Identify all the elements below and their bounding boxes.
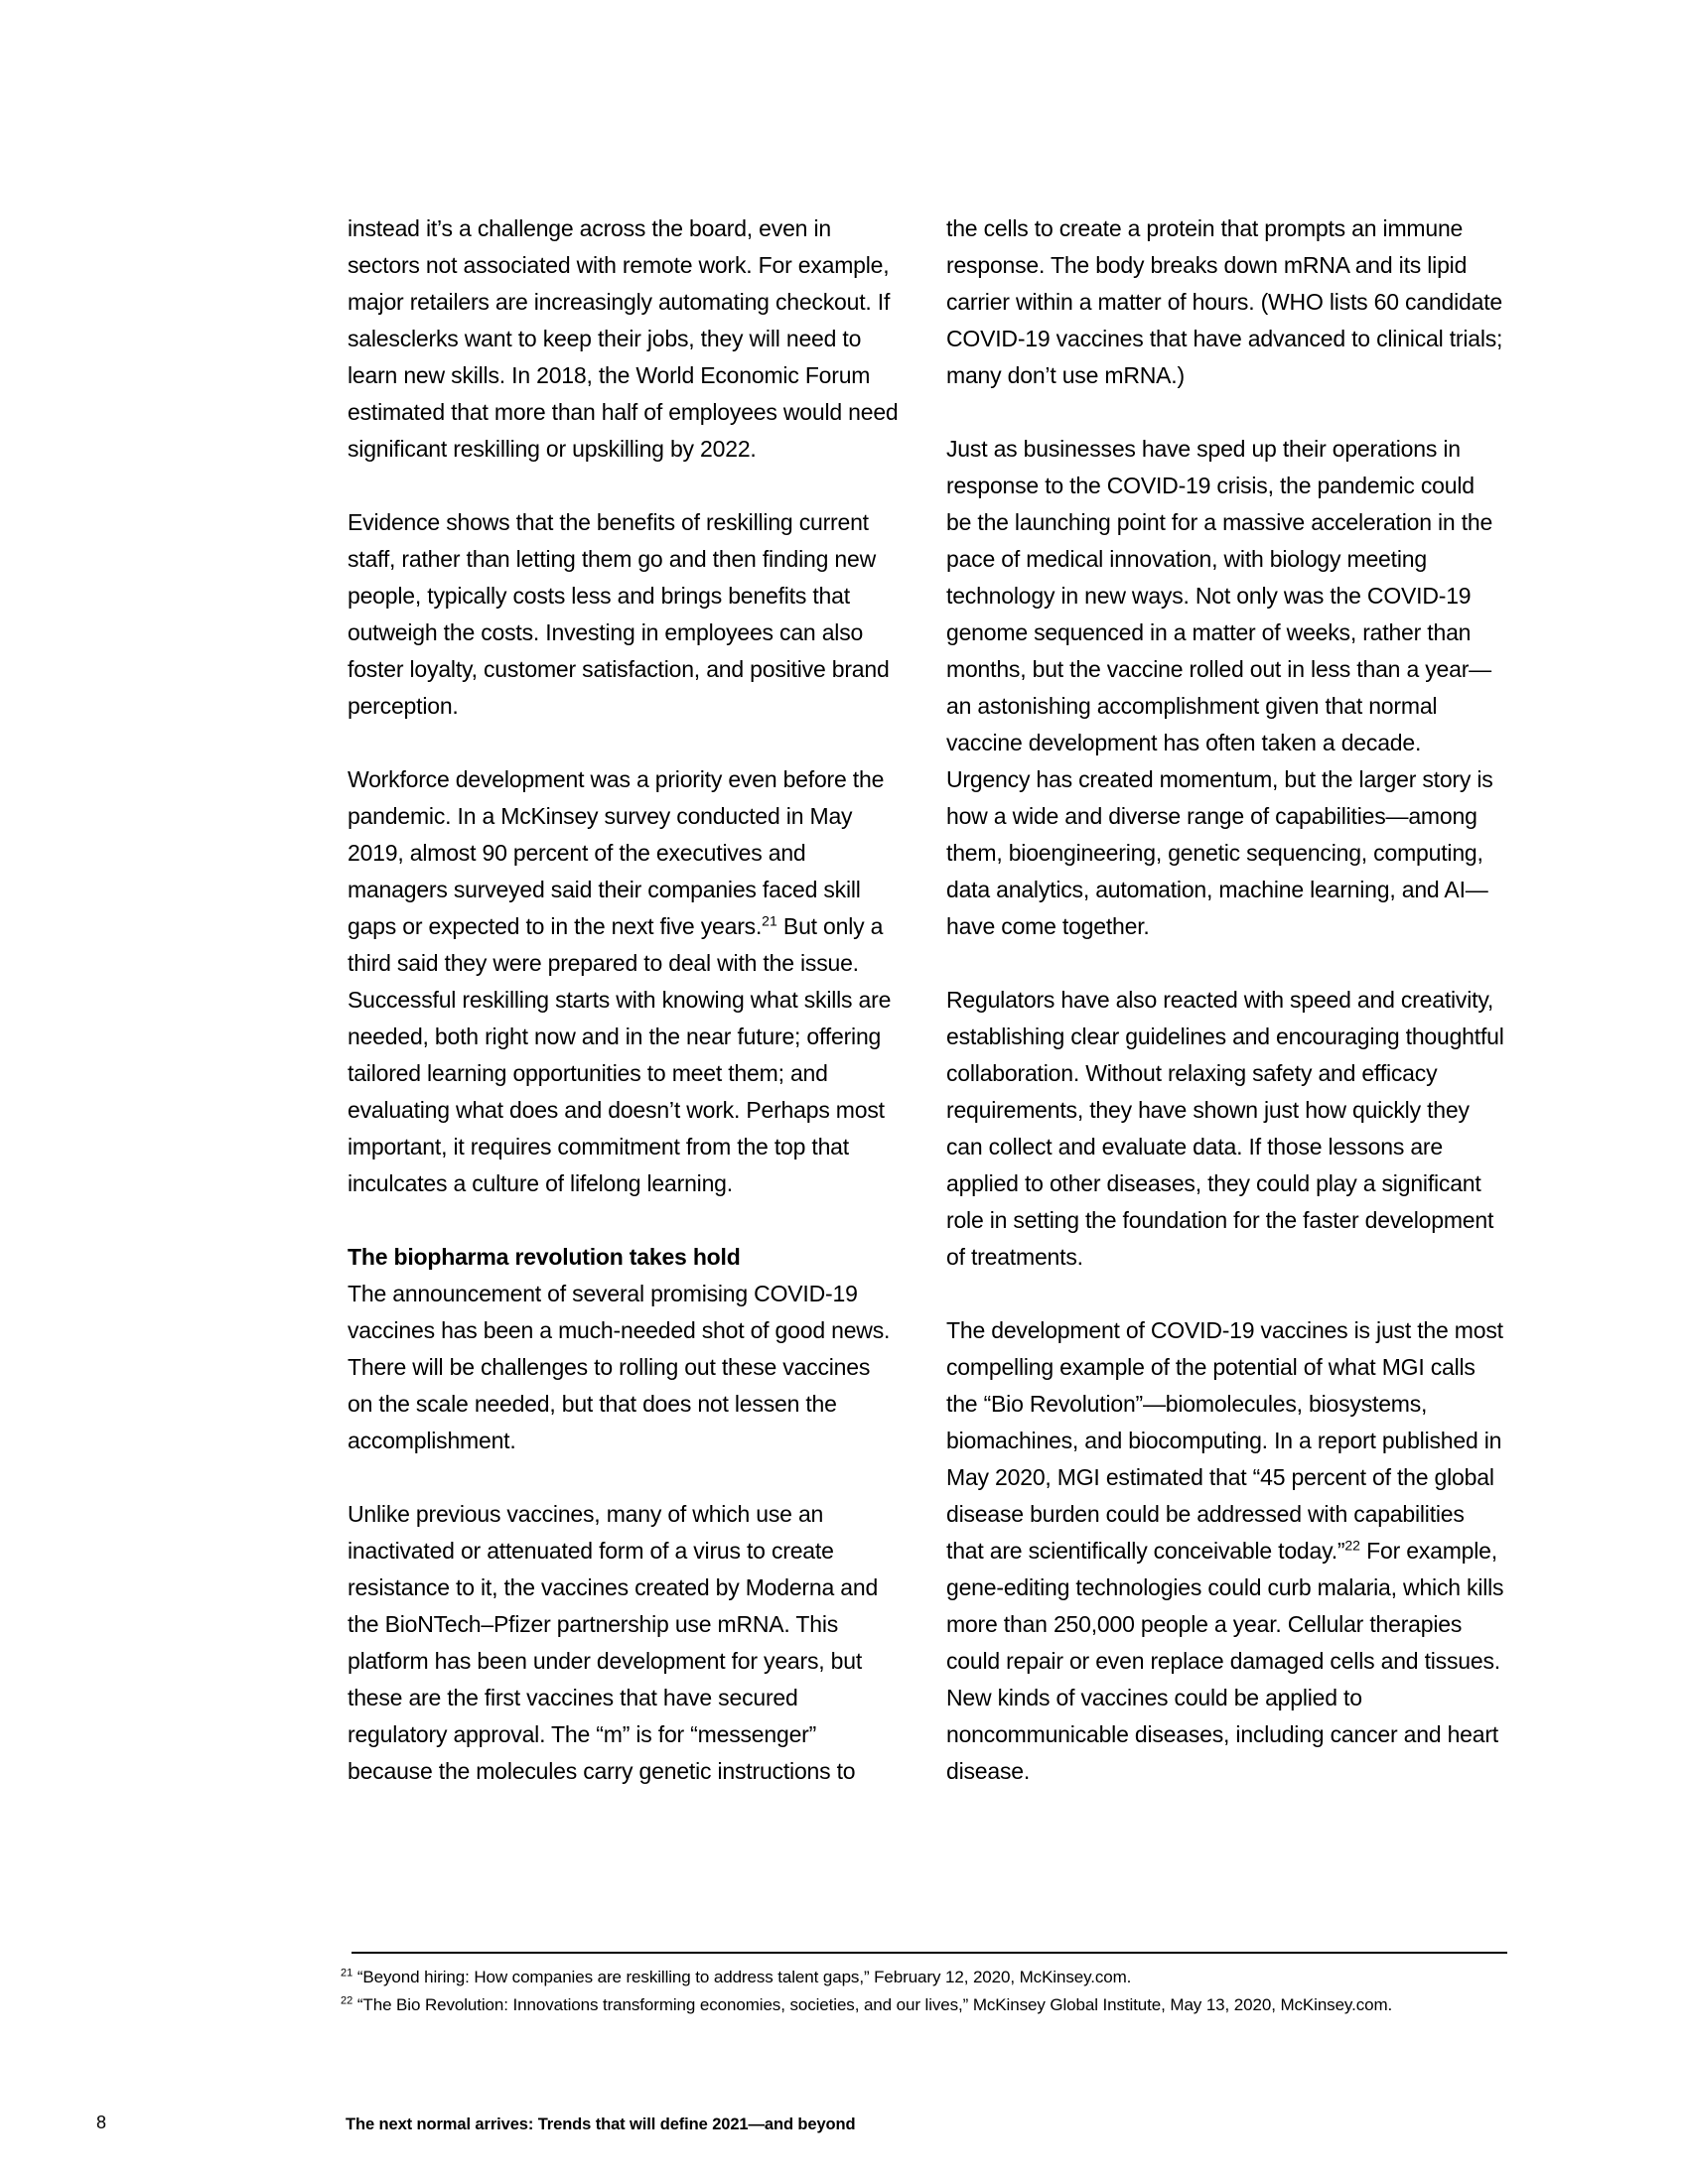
footnote: $^{22}$ “The Bio Revolution: Innovations transforming economies, societies, and our lives,” McKinsey Global Institute, May 13, 2020, McKinsey.com.	[341, 1994, 1393, 2014]
footnote-marker: 22	[341, 1994, 353, 2007]
footnotes-section	[341, 1952, 1512, 2019]
paragraph: The announcement of several promising COVID-19 vaccines has been a much-needed shot of good news. There will be challenges to rolling out these vaccines on the scale needed, but that does not lessen the accomplishment.	[348, 1281, 891, 1453]
paragraph: Workforce development was a priority even before the pandemic. In a McKinsey survey conducted in May 2019, almost 90 percent of the executives and managers surveyed said their companies faced skill gaps or expected to in the next five years.$^{21}$ But only a third said they were prepared to deal with the issue. Successful reskilling starts with knowing what skills are needed, both right now and in the near future; offering tailored learning opportunities to meet them; and evaluating what does and doesn’t work. Perhaps most important, it requires commitment from the top that inculcates a culture of lifelong learning.	[348, 766, 892, 1196]
paragraph: the cells to create a protein that prompts an immune response. The body breaks down mRNA and its lipid carrier within a matter of hours. (WHO lists 60 candidate COVID-19 vaccines that have advanced to clinical trials; many don’t use mRNA.)	[946, 215, 1503, 388]
right-column	[946, 210, 1505, 1827]
left-column	[348, 210, 901, 1827]
footnote-divider	[352, 1952, 1507, 1954]
page-number: 8	[96, 2113, 107, 2132]
footnote-ref: 21	[762, 912, 777, 929]
paragraph: instead it’s a challenge across the board, even in sectors not associated with remote work. For example, major retailers are increasingly automating checkout. If salesclerks want to keep their jobs, they will need to learn new skills. In 2018, the World Economic Forum estimated that more than half of employees would need significant reskilling or upskilling by 2022.	[348, 215, 899, 462]
paragraph: Just as businesses have sped up their operations in response to the COVID-19 crisis, the pandemic could be the launching point for a massive acceleration in the pace of medical innovation, with biology meeting technology in new ways. Not only was the COVID-19 genome sequenced in a matter of weeks, rather than months, but the vaccine rolled out in less than a year—an astonishing accomplishment given that normal vaccine development has often taken a decade. Urgency has created momentum, but the larger story is how a wide and diverse range of capabilities—among them, bioengineering, genetic sequencing, computing, data analytics, automation, machine learning, and AI—have come together.	[946, 436, 1493, 939]
footnote-ref: 22	[1344, 1537, 1360, 1554]
paragraph: Regulators have also reacted with speed and creativity, establishing clear guidelines and encouraging thoughtful collaboration. Without relaxing safety and efficacy requirements, they have shown just how quickly they can collect and evaluate data. If those lessons are applied to other diseases, they could play a significant role in setting the foundation for the faster development of treatments.	[946, 987, 1504, 1270]
footnote-marker: 21	[341, 1967, 353, 1979]
report-title: The next normal arrives: Trends that will define 2021—and beyond	[346, 2116, 856, 2133]
paragraph: The development of COVID-19 vaccines is just the most compelling example of the potential of what MGI calls the “Bio Revolution”—biomolecules, biosystems, biomachines, and biocomputing. In a report published in May 2020, MGI estimated that “45 percent of the global disease burden could be addressed with capabilities that are scientifically conceivable today.”$^{22}$ For example, gene-editing technologies could curb malaria, which kills more than 250,000 people a year. Cellular therapies could repair or even replace damaged cells and tissues. New kinds of vaccines could be applied to noncommunicable diseases, including cancer and heart disease.	[946, 1317, 1504, 1784]
footnote-list	[341, 1964, 1512, 2019]
paragraph: Unlike previous vaccines, many of which use an inactivated or attenuated form of a virus to create resistance to it, the vaccines created by Moderna and the BioNTech–Pfizer partnership use mRNA. This platform has been under development for years, but these are the first vaccines that have secured regulatory approval. The “m” is for “messenger” because the molecules carry genetic instructions to	[348, 1501, 879, 1784]
paragraph: Evidence shows that the benefits of reskilling current staff, rather than letting them go and then finding new people, typically costs less and brings benefits that outweigh the costs. Investing in employees can also foster loyalty, customer satisfaction, and positive brand perception.	[348, 509, 890, 719]
section-heading: The biopharma revolution takes hold	[348, 1244, 741, 1270]
footnote: $^{21}$ “Beyond hiring: How companies are reskilling to address talent gaps,” February 12, 2020, McKinsey.com.	[341, 1967, 1132, 1986]
